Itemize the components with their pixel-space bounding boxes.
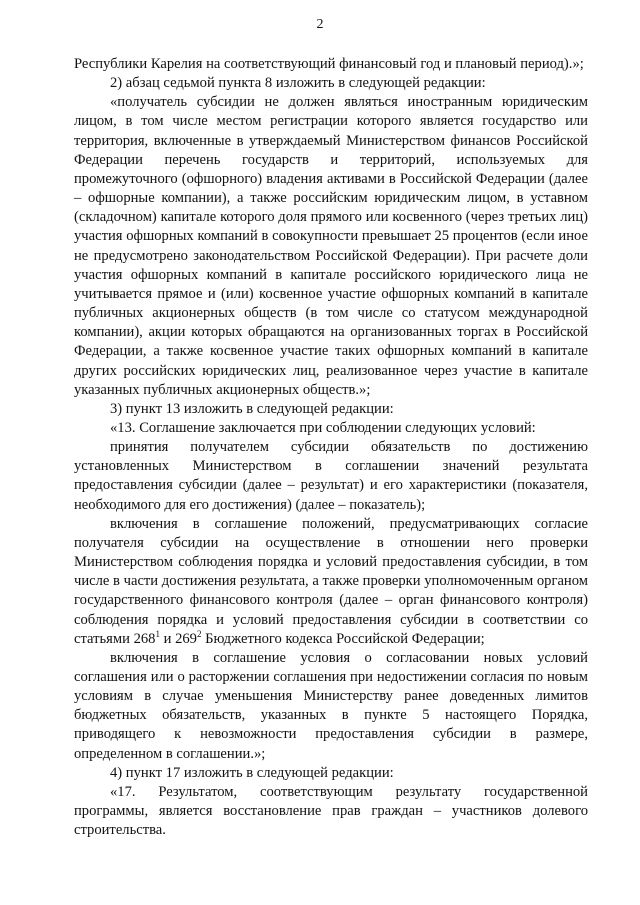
article-superscript-1: 1: [155, 628, 160, 639]
audit-text-b: и 269: [159, 630, 197, 647]
audit-text-c: Бюджетного кодекса Российской Федерации;: [201, 630, 485, 647]
paragraph-obligations: принятия получателем субсидии обязательств по достижению установленных Министерством в соглашении значений результата предоставления субсидии (далее – результат) и его характеристики (показателя, необходимого для его достижения) (далее – показатель);: [74, 439, 588, 513]
page-number: 2: [316, 17, 324, 32]
paragraph-point-17: «17. Результатом, соответствующим результату государственной программы, является восстановление прав граждан – участников долевого строительства.: [74, 783, 588, 839]
document-body: [74, 55, 588, 840]
paragraph-offshore-condition: «получатель субсидии не должен являться иностранным юридическим лицом, в том числе местом регистрации которого является государство или территория, включенные в утверждаемый Министерством финансов Российской Федерации перечень государств и территорий, используемых для промежуточного (офшорного) владения активами в Российской Федерации (далее – офшорные компании), а также российским юридическим лицом, в уставном (складочном) капитале которого доля прямого или косвенного (через третьих лиц) участия офшорных компаний в совокупности превышает 25 процентов (если иное не предусмотрено законодательством Российской Федерации). При расчете доли участия офшорных компаний в капитале российского юридического лица не учитывается прямое и (или) косвенное участие офшорных компаний в капитале публичных акционерных обществ (в том числе со статусом международной компании), акции которых обращаются на организованных торгах в Российской Федерации, а также косвенное участие таких офшорных компаний в капитале других российских юридических лиц, реализованное через участие в капитале указанных публичных акционерных обществ.»;: [74, 94, 588, 398]
paragraph-item-2: 2) абзац седьмой пункта 8 изложить в следующей редакции:: [110, 75, 486, 92]
audit-text-a: включения в соглашение положений, предусматривающих согласие получателя субсидии на осуществление в отношении него проверки Министерством соблюдения порядка и условий предоставления субсидии, в том числе в части достижения результата, а также проверки уполномоченным органом государственного финансового контроля (далее – орган финансового контроля) соблюдения порядка и условий предоставления субсидии в соответствии со статьями 268: [74, 515, 588, 647]
paragraph-audit-consent: [74, 515, 588, 649]
paragraph-new-conditions: включения в соглашение условия о согласовании новых условий соглашения или о расторжении соглашения при недостижении согласия по новым условиям в случае уменьшения Министерству ранее доведенных лимитов бюджетных обязательств, указанных в пункте 5 настоящего Порядка, приводящего к невозможности предоставления субсидии в размере, определенном в соглашении.»;: [74, 649, 588, 762]
paragraph-item-4: 4) пункт 17 изложить в следующей редакции:: [110, 764, 394, 781]
paragraph-item-3: 3) пункт 13 изложить в следующей редакции:: [110, 400, 394, 417]
article-superscript-2: 2: [196, 628, 202, 639]
paragraph-point-13: «13. Соглашение заключается при соблюдении следующих условий:: [110, 419, 536, 436]
paragraph-continuation: Республики Карелия на соответствующий финансовый год и плановый период).»;: [74, 56, 584, 72]
